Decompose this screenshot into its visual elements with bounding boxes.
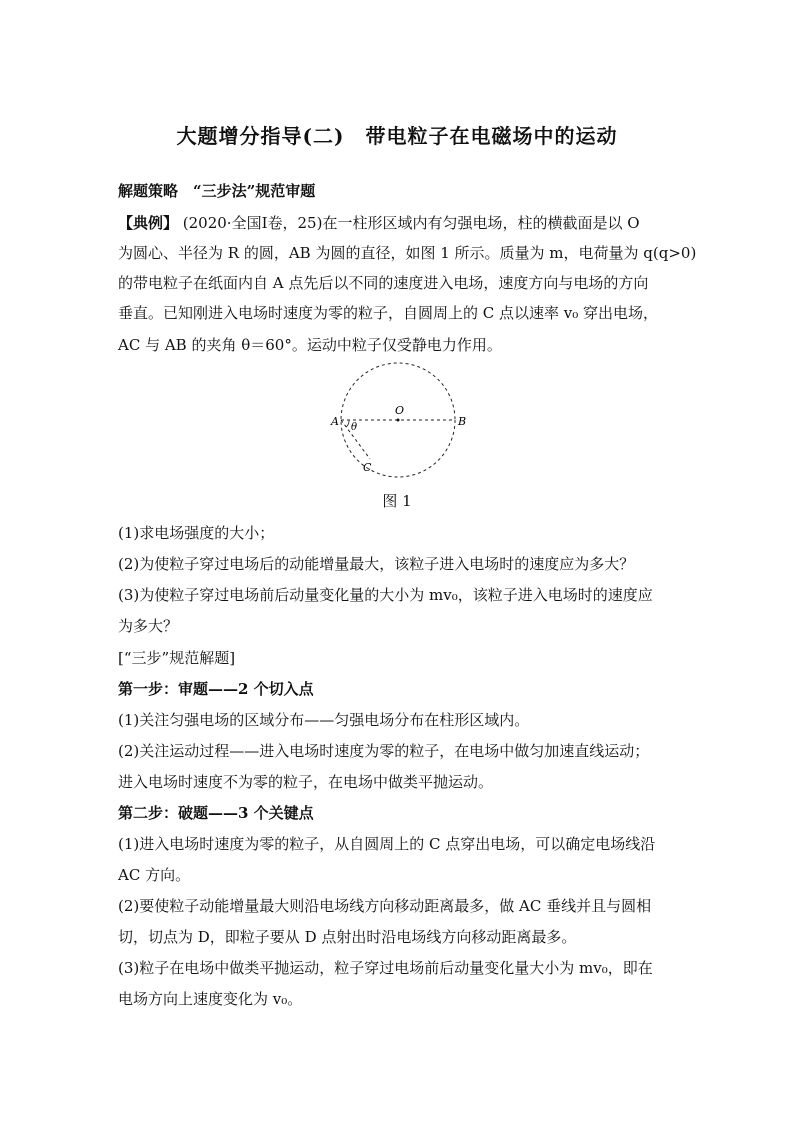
step2-line-1: (1)进入电场时速度为零的粒子，从自圆周上的 C 点穿出电场，可以确定电场线沿 [118, 835, 656, 853]
step2-heading: 第二步：破题——3 个关键点 [118, 804, 314, 822]
step2-line-2: AC 方向。 [118, 866, 191, 884]
strategy-heading: 解题策略 “三步法”规范审题 [118, 182, 316, 200]
question-1: (1)求电场强度的大小； [118, 524, 275, 542]
example-line-1 [118, 213, 640, 233]
example-text-1: (2020·全国Ⅰ卷，25)在一柱形区域内有匀强电场，柱的横截面是以 O [178, 214, 640, 232]
example-line-2: 为圆心、半径为 R 的圆，AB 为圆的直径，如图 1 所示。质量为 m，电荷量为 q(q>0) [118, 244, 697, 262]
label-b: B [458, 415, 467, 428]
step2-line-5: (3)粒子在电场中做类平抛运动，粒子穿过电场前后动量变化量大小为 mv₀，即在 [118, 959, 653, 977]
angle-arc [346, 420, 349, 427]
three-steps-heading: [“三步”规范解题] [118, 649, 236, 667]
figure-caption: 图 1 [382, 492, 412, 510]
example-tag: 【典例】 [118, 214, 179, 232]
label-theta: θ [351, 422, 358, 433]
label-o: O [395, 404, 405, 417]
question-3-cont: 为多大？ [118, 617, 179, 635]
center-dot [397, 419, 400, 422]
question-2: (2)为使粒子穿过电场后的动能增量最大，该粒子进入电场时的速度应为多大？ [118, 555, 635, 573]
label-c: C [363, 461, 372, 474]
example-line-5: AC 与 AB 的夹角 θ＝60°。运动中粒子仅受静电力作用。 [118, 336, 502, 354]
step2-line-6: 电场方向上速度变化为 v₀。 [118, 990, 303, 1008]
step2-line-4: 切，切点为 D，即粒子要从 D 点射出时沿电场线方向移动距离最多。 [118, 928, 577, 946]
page-title: 大题增分指导(二) 带电粒子在电磁场中的运动 [176, 124, 618, 148]
step1-line-3: 进入电场时速度不为零的粒子，在电场中做类平抛运动。 [118, 773, 494, 791]
label-a: A [331, 415, 339, 428]
step1-line-1: (1)关注匀强电场的区域分布——匀强电场分布在柱形区域内。 [118, 711, 530, 729]
step2-line-3: (2)要使粒子动能增量最大则沿电场线方向移动距离最多，做 AC 垂线并且与圆相 [118, 897, 652, 915]
step1-heading: 第一步：审题——2 个切入点 [118, 680, 314, 698]
question-3: (3)为使粒子穿过电场前后动量变化量的大小为 mv₀，该粒子进入电场时的速度应 [118, 586, 653, 604]
circle-field-diagram [320, 360, 470, 480]
example-line-3: 的带电粒子在纸面内自 A 点先后以不同的速度进入电场，速度方向与电场的方向 [118, 274, 649, 292]
example-line-4: 垂直。已知刚进入电场时速度为零的粒子，自圆周上的 C 点以速率 v₀ 穿出电场， [118, 304, 659, 322]
step1-line-2: (2)关注运动过程——进入电场时速度为零的粒子，在电场中做匀加速直线运动； [118, 742, 650, 760]
